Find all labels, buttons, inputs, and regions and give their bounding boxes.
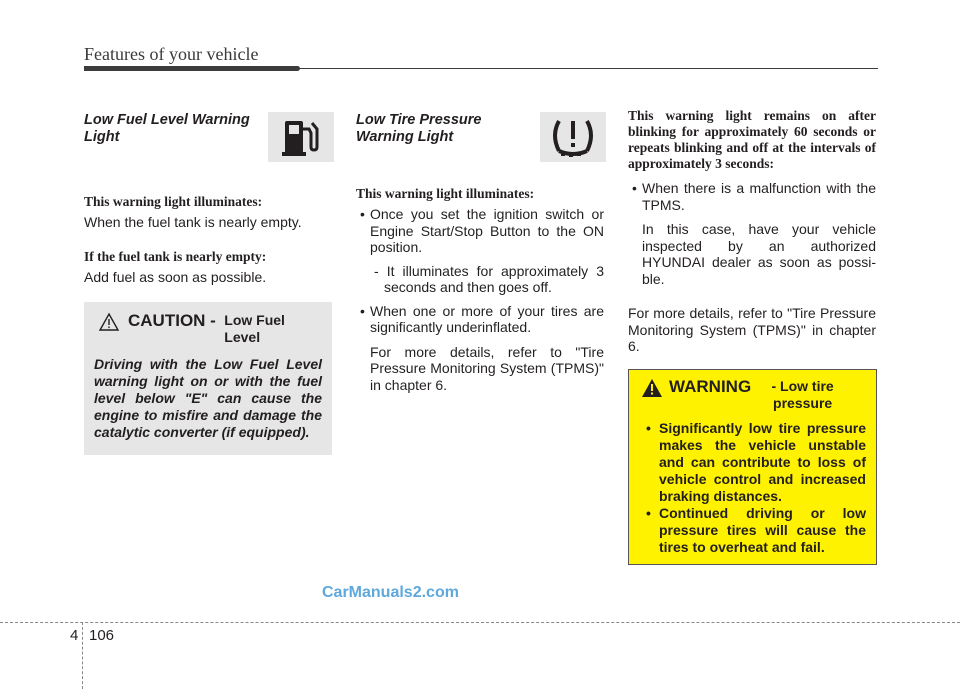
page-header-title: Features of your vehicle: [84, 44, 259, 64]
warning-triangle-icon: [641, 378, 663, 398]
low-fuel-if-label: If the fuel tank is nearly empty:: [84, 248, 267, 264]
footer-rule: [0, 622, 960, 623]
low-tire-bullet-1: • Once you set the ignition switch or Engine Start/Stop Button to the ON position.: [360, 206, 604, 255]
header-rule: [300, 68, 878, 69]
warning-item: • Continued driving or low pressure tires will cause the tires to overheat and fail.: [646, 505, 866, 555]
low-tire-heading: Low Tire Pressure Warning Light: [356, 112, 482, 145]
caution-subtitle: Low Fuel Level: [224, 312, 285, 345]
column-low-tire: [356, 112, 604, 393]
column-tpms-malfunction: [628, 108, 876, 355]
warning-subtitle: - Low tire pressure: [771, 378, 834, 411]
low-fuel-illuminates-label: This warning light illuminates:: [84, 194, 263, 209]
low-tire-bullet-2: • When one or more of your tires are significantly underinflated.: [360, 302, 604, 335]
caution-box: [84, 302, 332, 455]
caution-body: Driving with the Low Fuel Level warning light on or with the fuel level below "E" can cause the engine to misfire and damage the catalytic converter (if equipped).: [94, 356, 322, 440]
watermark-link[interactable]: CarManuals2.com: [322, 584, 459, 601]
warning-title: WARNING: [669, 377, 752, 396]
low-fuel-heading: Low Fuel Level Warning Light: [84, 112, 250, 145]
tpms-malfunction-detail: In this case, have your vehicle inspected by an authorized HYUNDAI dealer as soon as possi-ble.: [642, 221, 876, 287]
header-bar: [84, 66, 300, 71]
tpms-lead-text: This warning light remains on after blinking for approximately 60 seconds or repeats blinking and off at the intervals of approximately 3 seconds:: [628, 108, 876, 171]
tpms-malfunction-bullet: • When there is a malfunction with the TPMS.: [632, 180, 876, 213]
warning-box: [628, 369, 877, 565]
caution-title: CAUTION -: [128, 311, 216, 330]
low-tire-illuminates-label: This warning light illuminates:: [356, 186, 535, 201]
page-number: 106: [89, 627, 115, 644]
warning-item: • Significantly low tire pressure makes the vehicle unstable and can contribute to loss of vehicle control and increased braking distances.: [646, 420, 866, 504]
column-low-fuel: [84, 112, 332, 285]
low-tire-bullet-1-sub: - It illuminates for approximately 3 seconds and then goes off.: [374, 262, 604, 295]
tire-pressure-icon: [540, 112, 606, 162]
tpms-reference: For more details, refer to "Tire Pressure Monitoring System (TPMS)" in chapter 6.: [628, 305, 876, 354]
low-tire-tpms-reference: For more details, refer to "Tire Pressure Monitoring System (TPMS)" in chapter 6.: [370, 343, 604, 393]
fuel-pump-icon: [268, 112, 334, 162]
chapter-number: 4: [70, 627, 79, 644]
low-fuel-illuminates-text: When the fuel tank is nearly empty.: [84, 214, 302, 230]
caution-triangle-icon: [98, 312, 120, 332]
footer-divider: [82, 622, 83, 689]
low-fuel-if-text: Add fuel as soon as possible.: [84, 268, 267, 285]
